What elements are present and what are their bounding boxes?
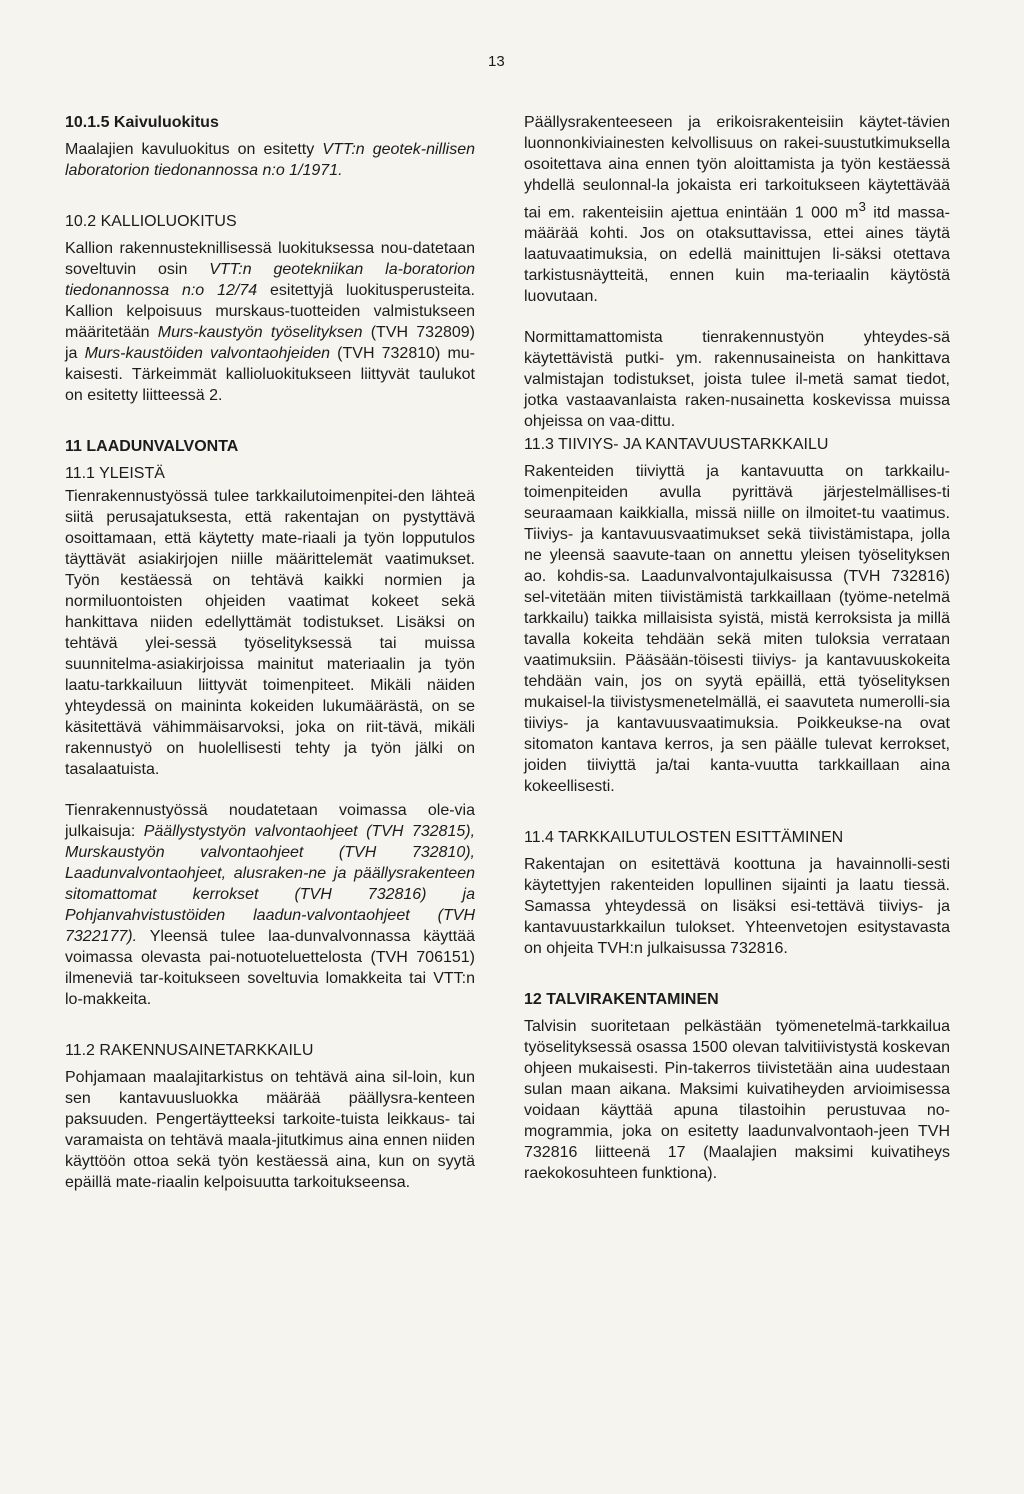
paragraph-tiiviys: Rakenteiden tiiviyttä ja kantavuutta on tarkkailu-toimenpiteiden avulla pyrittävä järjestelmällises-ti seuraamaan kaikkialla, missä niille on ilmoitet-tu vaatimus. Tiiviys- ja kantavuusvaatimukset sekä tiivistämistapa, jolla ne yleensä saavute-taan on annettu yleisen työselityksen ao. kohdis-sa. Laadunvalvontajulkaisussa (TVH 732816) sel-vitetään miten tiivistämistä tarkkaillaan (työme-netelmä tarkkailu) taikka millaisista syistä, mistä kerroksista ja millä tavalla kokeita tehdään sekä miten tuloksia verrataan vaatimuksiin. Pääsään-töisesti tiiviys- ja kantavuuskokeita tehdään vain, jos on syytä epäillä, että työselityksen mukaisel-la tiivistysmenetelmällä, ei saavuteta numerolli-sia tiiviys- ja kantavuusvaatimuksia. Poikkeukse-na ovat sitomaton kantava kerros, ja sen päälle tulevat kerrokset, joiden tiiviyttä ja/tai kanta-vuutta tarkkaillaan aina kokeellisesti. — [524, 463, 950, 796]
paragraph-yleista-2: Tienrakennustyössä noudatetaan voimassa ole-via julkaisuja: Päällystystyön valvontaohjeet (TVH 732815), Murskaustyön valvontaohjeet (TVH 732810), Laadunvalvontaohjeet, alusraken-ne ja päällysrakenteen sitomattomat kerrokset (TVH 732816) ja Pohjanvahvistustöiden laadun-valvontaohjeet (TVH 7322177). Yleensä tulee laa-dunvalvonnassa käyttää voimassa olevasta pai-notuoteluettelosta (TVH 706151) ilmeneviä tar-koitukseen soveltuvia lomakkeita tai VTT:n lo-makkeita. — [65, 802, 476, 1008]
heading-10-1-5: 10.1.5 Kaivuluokitus — [65, 114, 219, 131]
heading-11-3: 11.3 TIIVIYS- JA KANTAVUUSTARKKAILU — [524, 436, 829, 454]
heading-12: 12 TALVIRAKENTAMINEN — [524, 991, 719, 1009]
heading-11-4: 11.4 TARKKAILUTULOSTEN ESITTÄMINEN — [524, 829, 844, 847]
paragraph-tarkkailutulokset: Rakentajan on esitettävä koottuna ja havainnolli-sesti käytettyjen rakenteiden lopullinen sijainti ja laatu tiessä. Samassa yhteydessä on lisäksi esi-tettävä tiiviys- ja kantavuustarkkailun tulokset. Yhteenvetojen esitystavasta on ohjeita TVH:n julkaisussa 732816. — [524, 856, 950, 958]
left-column — [65, 112, 475, 1193]
paragraph-yleista-1: Tienrakennustyössä tulee tarkkailutoimenpitei-den lähteä siitä perusajatuksesta, että rakentajan on pystyttävä osoittamaan, että käytetty mate-riaali ja työn lopputulos täyttävät asiakirjojen niille määrittelemät vaatimukset. Työn kestäessä on tehtävä kaikki normien ja normiluontoisten ohjeiden vaatimat kokeet sekä hankittava niiden edellyttämät todistukset. Lisäksi on tehtävä ylei-sessä työselityksessä tai muissa suunnitelma-asiakirjoissa mainitut materiaalin ja työn laatu-tarkkailuun liittyvät toimenpiteet. Mikäli näiden yhteydessä on maininta kokeiden lukumäärästä, on se käsitettävä vähimmäisarvoksi, joka on riit-tävä, mikäli rakennustyö on huolellisesti tehty ja työn jälki on tasalaatuista. — [65, 488, 475, 778]
heading-11-1: 11.1 YLEISTÄ — [65, 465, 165, 482]
right-column — [524, 112, 950, 1184]
heading-10-2: 10.2 KALLIOLUOKITUS — [65, 213, 237, 230]
paragraph-talvirakentaminen: Talvisin suoritetaan pelkästään työmenetelmä-tarkkailua työselityksessä osassa 1500 olevan talvitiivistystä koskevan ohjeen mukaisesti. Pin-takerros tiivistetään aina uudestaan sulan maan aikana. Maksimi kuivatiheyden arvioimisessa voidaan käyttää apuna tilastoihin perustuvaa no-mogrammia, joka on esitetty laadunvalvontaoh-jeen TVH 732816 liitteenä 17 (Maalajien maksimi kuivatiheys raekokosuhteen funktiona). — [524, 1018, 950, 1183]
heading-11: 11 LAADUNVALVONTA — [65, 438, 239, 455]
paragraph-normittamattomat: Normittamattomista tienrakennustyön yhteydes-sä käytettävistä putki- ym. rakennusaineista on hankittava valmistajan todistukset, joista tulee il-metä samat tiedot, jotka vastaavanlaista raken-nusainetta koskevissa muissa ohjeissa on vaa-dittu. — [524, 329, 950, 431]
page-number: 13 — [488, 53, 505, 70]
heading-11-2: 11.2 RAKENNUSAINETARKKAILU — [65, 1042, 314, 1059]
paragraph-kallioluokitus: Kallion rakennusteknillisessä luokituksessa nou-datetaan soveltuvin osin VTT:n geotekniikan la-boratorion tiedonannossa n:o 12/74 esitettyjä luokitusperusteita. Kallion kelpoisuus murskaus-tuotteiden valmistukseen määritetään Murs-kaustyön työselityksen (TVH 732809) ja Murs-kaustöiden valvontaohjeiden (TVH 732810) mu-kaisesti. Tärkeimmät kallioluokitukseen liittyvät taulukot on esitetty liitteessä 2. — [65, 240, 476, 404]
paragraph-luonnonkiviainekset: Päällysrakenteeseen ja erikoisrakenteisiin käytet-tävien luonnonkiviainesten kelvollisuus on rakei-suustutkimuksella osoitettava aina ennen työn aloittamista ja työn kestäessä yhdellä seulonnal-la jokaista eri tarkoitukseen käytettävää tai em. rakenteisiin ajettua enintään 1 000 $m^3$ itd massa-määrää kohti. Jos on otaksuttavissa, ettei aines täytä laatuvaatimuksia, on edellä mainittujen li-säksi otettava tarkistusnäytteitä, ennen kuin ma-teriaalin käytöstä luovutaan. — [524, 114, 951, 306]
paragraph-kaivuluokitus: Maalajien kavuluokitus on esitetty VTT:n geotek-nillisen laboratorion tiedonannossa n:o 1/1971. — [65, 141, 476, 179]
paragraph-rakennusainetarkkailu: Pohjamaan maalajitarkistus on tehtävä aina sil-loin, kun sen kantavuusluokka määrää päällysra-kenteen paksuuden. Pengertäytteeksi tarkoite-tuista leikkaus- tai varamaista on tehtävä maala-jitutkimus aina ennen niiden käyttöön ottoa sekä työn kestäessä aina, kun on syytä epäillä mate-riaalin kelpoisuutta tarkoitukseensa. — [65, 1069, 475, 1191]
